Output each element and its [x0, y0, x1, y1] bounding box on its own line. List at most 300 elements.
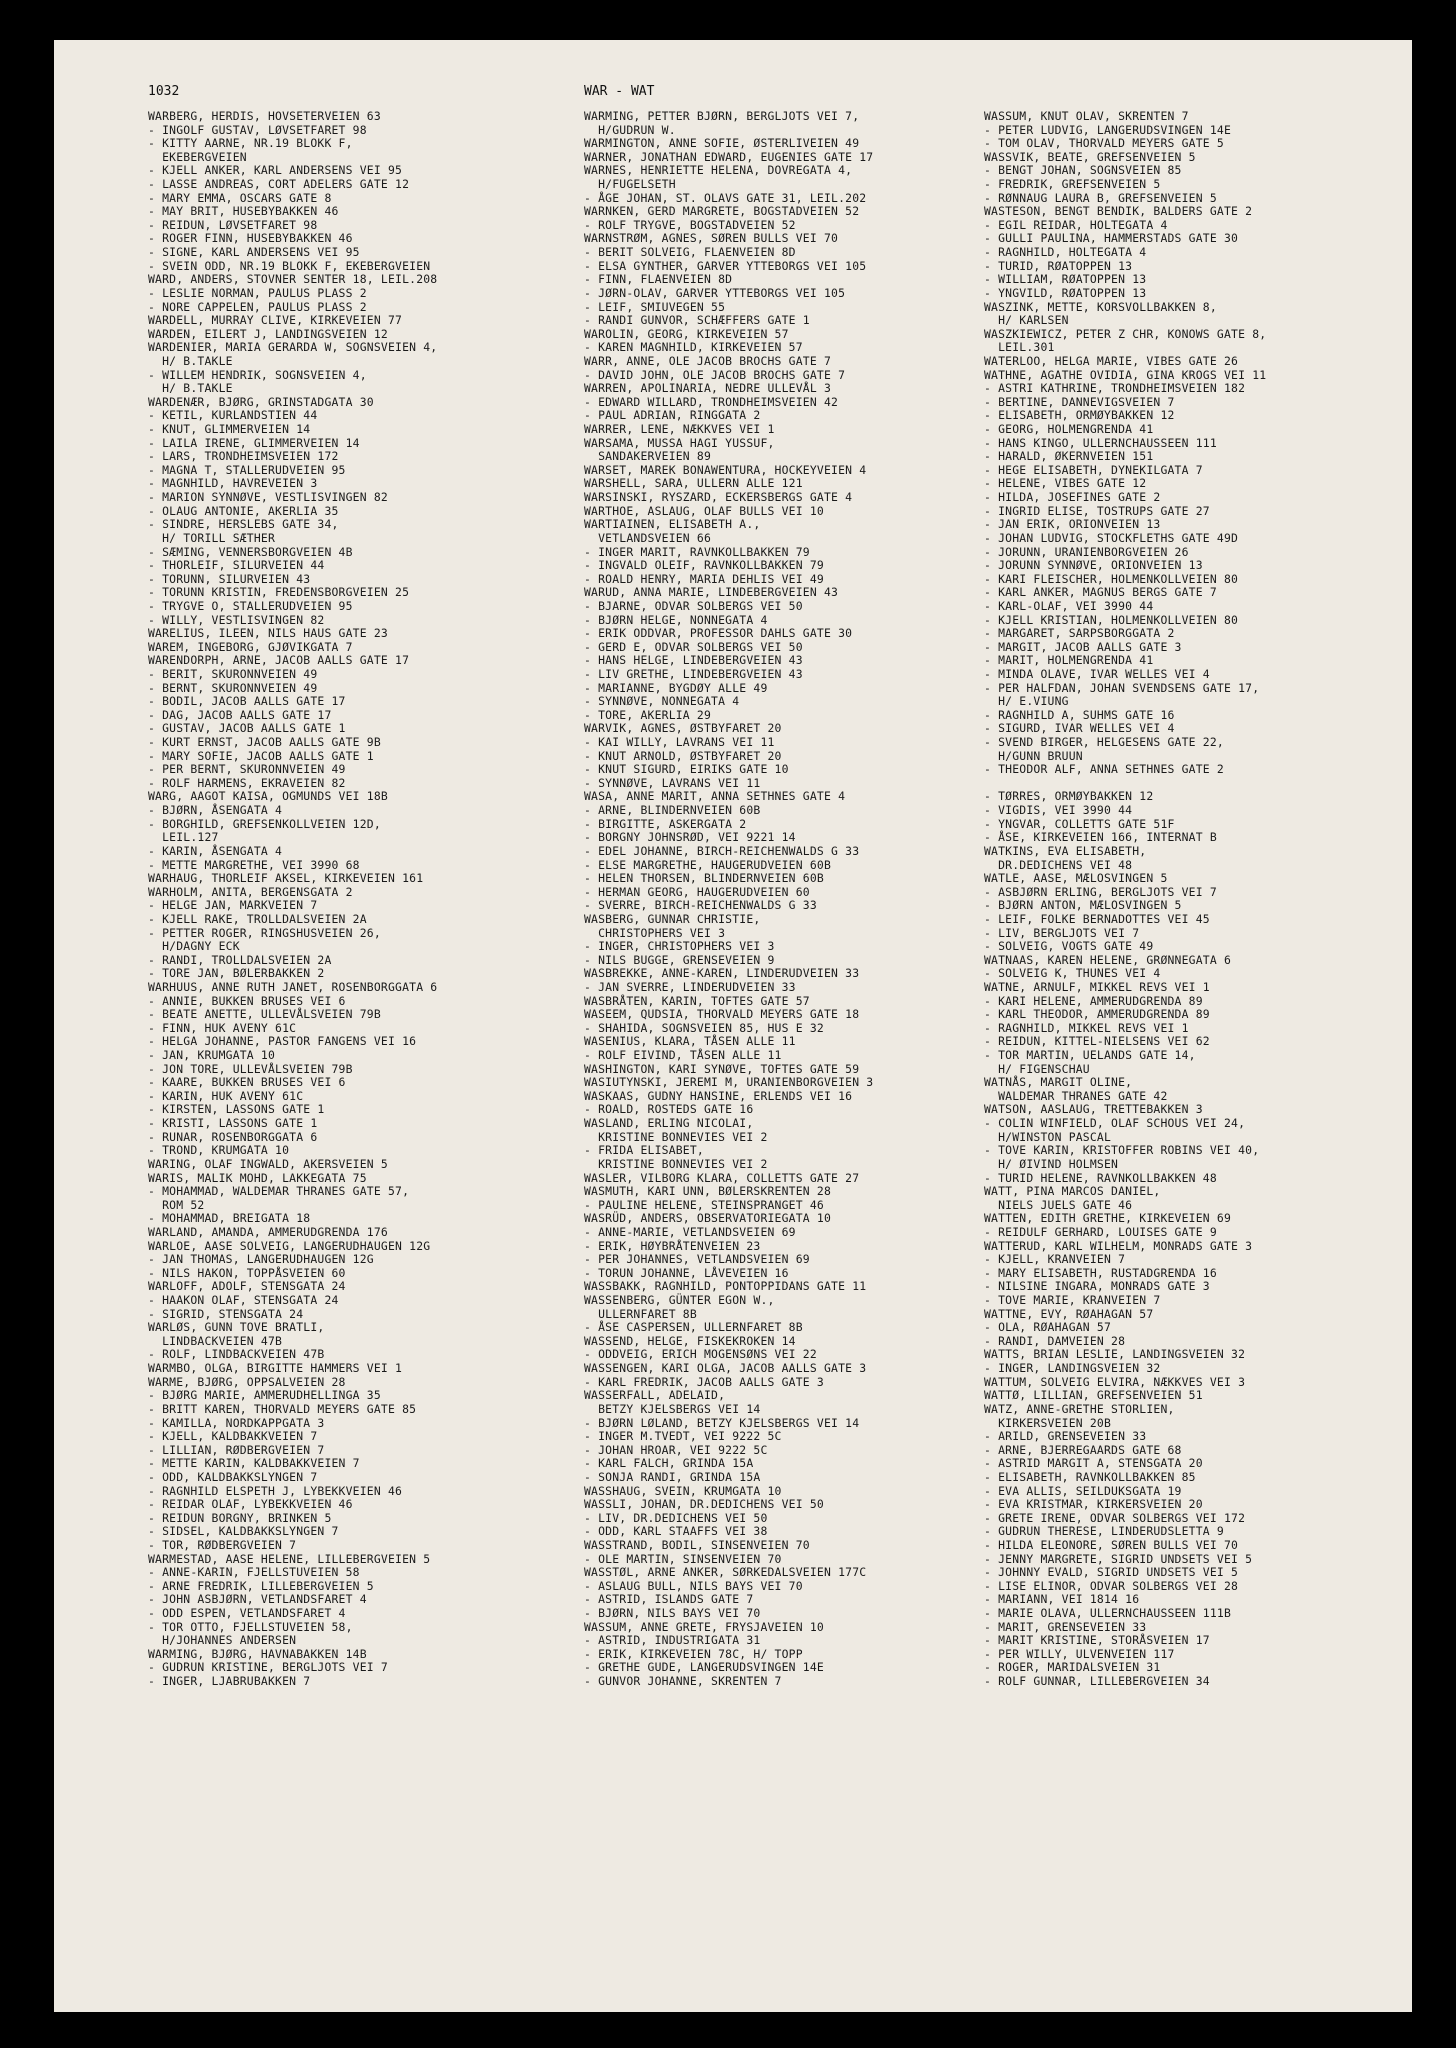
- directory-entry: - MARIT, HOLMENGRENDA 41: [984, 653, 1154, 668]
- directory-entry: WARNES, HENRIETTE HELENA, DOVREGATA 4,: [584, 163, 853, 178]
- directory-entry: - JØRN-OLAV, GARVER YTTEBORGS VEI 105: [584, 285, 846, 300]
- directory-entry: - EVA KRISTMAR, KIRKERSVEIEN 20: [984, 1497, 1203, 1512]
- directory-entry: - LARS, TRONDHEIMSVEIEN 172: [148, 449, 339, 464]
- directory-entry: - BJØRN, NILS BAYS VEI 70: [584, 1606, 761, 1621]
- directory-entry: - MAY BRIT, HUSEBYBAKKEN 46: [148, 204, 339, 219]
- directory-entry: - MARY SOFIE, JACOB AALLS GATE 1: [148, 748, 374, 763]
- directory-entry: - HEGE ELISABETH, DYNEKILGATA 7: [984, 462, 1203, 477]
- directory-entry: - LASSE ANDREAS, CORT ADELERS GATE 12: [148, 177, 410, 192]
- directory-entry: - PETTER ROGER, RINGSHUSVEIEN 26,: [148, 925, 381, 940]
- directory-entry: WASSENGEN, KARI OLGA, JACOB AALLS GATE 3: [584, 1361, 867, 1376]
- directory-entry: - SYNNØVE, NONNEGATA 4: [584, 694, 740, 709]
- directory-entry: WATTS, BRIAN LESLIE, LANDINGSVEIEN 32: [984, 1347, 1246, 1362]
- directory-entry: - SÆMING, VENNERSBORGVEIEN 4B: [148, 544, 353, 559]
- directory-entry: - SVEND BIRGER, HELGESENS GATE 22,: [984, 735, 1224, 750]
- directory-entry: - INGER, LJABRUBAKKEN 7: [148, 1674, 311, 1689]
- directory-entry: - SIGURD, IVAR WELLES VEI 4: [984, 721, 1175, 736]
- directory-entry: WARG, AAGOT KAISA, OGMUNDS VEI 18B: [148, 789, 388, 804]
- directory-entry: - MARGARET, SARPSBORGGATA 2: [984, 626, 1175, 641]
- directory-entry: - TORUN JOHANNE, LÅVEVEIEN 16: [584, 1265, 789, 1280]
- directory-entry: H/ ØIVIND HOLMSEN: [984, 1156, 1119, 1171]
- directory-entry: KRISTINE BONNEVIES VEI 2: [584, 1129, 768, 1144]
- directory-entry: WARHUUS, ANNE RUTH JANET, ROSENBORGGATA 6: [148, 980, 438, 994]
- directory-entry: - METTE MARGRETHE, VEI 3990 68: [148, 857, 360, 872]
- page-number: 1032: [148, 84, 180, 99]
- directory-entry: - HANS HELGE, LINDEBERGVEIEN 43: [584, 653, 803, 668]
- directory-entry: WARLOFF, ADOLF, STENSGATA 24: [148, 1279, 346, 1294]
- directory-entry: H/DAGNY ECK: [148, 939, 240, 954]
- directory-entry: - FRIDA ELISABET,: [584, 1143, 704, 1158]
- directory-entry: - MARIT, GRENSEVEIEN 33: [984, 1619, 1147, 1634]
- directory-entry: WASLER, VILBORG KLARA, COLLETTS GATE 27: [584, 1170, 860, 1185]
- directory-entry: WARDENÆR, BJØRG, GRINSTADGATA 30: [148, 394, 374, 409]
- directory-entry: - NORE CAPPELEN, PAULUS PLASS 2: [148, 299, 367, 314]
- directory-entry: WARDEN, EILERT J, LANDINGSVEIEN 12: [148, 326, 388, 341]
- directory-entry: - JOHNNY EVALD, SIGRID UNDSETS VEI 5: [984, 1565, 1239, 1580]
- directory-entry: - KNUT, GLIMMERVEIEN 14: [148, 422, 311, 437]
- directory-entry: WATTUM, SOLVEIG ELVIRA, NÆKKVES VEI 3: [984, 1374, 1246, 1389]
- directory-entry: - ODD ESPEN, VETLANDSFARET 4: [148, 1606, 346, 1621]
- directory-entry: - ASTRID MARGIT A, STENSGATA 20: [984, 1456, 1203, 1471]
- directory-entry: - SOLVEIG, VOGTS GATE 49: [984, 939, 1154, 954]
- directory-entry: - PAUL ADRIAN, RINGGATA 2: [584, 408, 761, 423]
- directory-entry: - LESLIE NORMAN, PAULUS PLASS 2: [148, 285, 367, 300]
- directory-entry: - TORE JAN, BØLERBAKKEN 2: [148, 966, 325, 981]
- directory-entry: - ODD, KARL STAAFFS VEI 38: [584, 1524, 768, 1539]
- directory-entry: WASKAAS, GUDNY HANSINE, ERLENDS VEI 16: [584, 1088, 853, 1103]
- directory-entry: - ARNE, BJERREGAARDS GATE 68: [984, 1442, 1182, 1457]
- directory-entry: - GUNVOR JOHANNE, SKRENTEN 7: [584, 1674, 782, 1689]
- directory-entry: - RAGNHILD, MIKKEL REVS VEI 1: [984, 1020, 1189, 1035]
- directory-entry: - SVERRE, BIRCH-REICHENWALDS G 33: [584, 898, 817, 913]
- directory-entry: - THORLEIF, SILURVEIEN 44: [148, 558, 325, 573]
- directory-entry: WARDELL, MURRAY CLIVE, KIRKEVEIEN 77: [148, 313, 403, 328]
- directory-entry: WASSUM, ANNE GRETE, FRYSJAVEIEN 10: [584, 1619, 824, 1634]
- directory-entry: WASRÜD, ANDERS, OBSERVATORIEGATA 10: [584, 1211, 832, 1226]
- directory-entry: KIRKERSVEIEN 20B: [984, 1415, 1112, 1430]
- directory-entry: - TOR MARTIN, UELANDS GATE 14,: [984, 1048, 1196, 1063]
- directory-entry: WASENIUS, KLARA, TÅSEN ALLE 11: [584, 1034, 796, 1049]
- directory-entry: ROM 52: [148, 1197, 205, 1212]
- directory-entry: - BJØRN LØLAND, BETZY KJELSBERGS VEI 14: [584, 1415, 860, 1430]
- directory-entry: - TOM OLAV, THORVALD MEYERS GATE 5: [984, 136, 1224, 151]
- directory-entry: WARLOE, AASE SOLVEIG, LANGERUDHAUGEN 12G: [148, 1238, 431, 1253]
- directory-entry: - SHAHIDA, SOGNSVEIEN 85, HUS E 32: [584, 1020, 824, 1035]
- directory-column-2: [584, 110, 984, 1689]
- directory-entry: VETLANDSVEIEN 66: [584, 530, 712, 545]
- directory-entry: - SONJA RANDI, GRINDA 15A: [584, 1469, 761, 1484]
- directory-entry: WASSLI, JOHAN, DR.DEDICHENS VEI 50: [584, 1497, 824, 1512]
- directory-entry: - BJØRN ANTON, MÆLOSVINGEN 5: [984, 898, 1182, 913]
- directory-entry: WASSERFALL, ADELAID,: [584, 1388, 726, 1403]
- directory-entry: - JAN, KRUMGATA 10: [148, 1048, 276, 1063]
- directory-entry: - BJØRN, ÅSENGATA 4: [148, 803, 283, 818]
- directory-entry: WARMESTAD, AASE HELENE, LILLEBERGVEIEN 5: [148, 1551, 431, 1566]
- directory-entry: - EGIL REIDAR, HOLTEGATA 4: [984, 217, 1168, 232]
- directory-entry: - ASTRI KATHRINE, TRONDHEIMSVEIEN 182: [984, 381, 1246, 396]
- directory-entry: H/ TORILL SÆTHER: [148, 530, 276, 545]
- directory-entry: - ARILD, GRENSEVEIEN 33: [984, 1429, 1147, 1444]
- directory-entry: - MAGNA T, STALLERUDVEIEN 95: [148, 462, 346, 477]
- directory-entry: - KARL ANKER, MAGNUS BERGS GATE 7: [984, 585, 1217, 600]
- directory-entry: - GUSTAV, JACOB AALLS GATE 1: [148, 721, 346, 736]
- directory-entry: H/WINSTON PASCAL: [984, 1129, 1112, 1144]
- directory-entry: - HELEN THORSEN, BLINDERNVEIEN 60B: [584, 871, 824, 886]
- directory-entry: - BERIT SOLVEIG, FLAENVEIEN 8D: [584, 245, 796, 260]
- directory-entry: - RANDI, DAMVEIEN 28: [984, 1333, 1126, 1348]
- directory-entry: - OLAUG ANTONIE, AKERLIA 35: [148, 503, 339, 518]
- directory-entry: WARMING, PETTER BJØRN, BERGLJOTS VEI 7,: [584, 109, 860, 123]
- directory-entry: - REIDULF GERHARD, LOUISES GATE 9: [984, 1224, 1217, 1239]
- directory-entry: H/ B.TAKLE: [148, 353, 233, 368]
- directory-entry: - ELISABETH, RAVNKOLLBAKKEN 85: [984, 1469, 1196, 1484]
- directory-entry: WATNE, ARNULF, MIKKEL REVS VEI 1: [984, 980, 1210, 994]
- directory-entry: WARSET, MAREK BONAWENTURA, HOCKEYVEIEN 4: [584, 462, 867, 477]
- directory-entry: - INGVALD OLEIF, RAVNKOLLBAKKEN 79: [584, 558, 824, 573]
- directory-entry: WASA, ANNE MARIT, ANNA SETHNES GATE 4: [584, 789, 846, 804]
- directory-entry: - PER JOHANNES, VETLANDSVEIEN 69: [584, 1252, 810, 1267]
- directory-entry: WARRER, LENE, NÆKKVES VEI 1: [584, 422, 775, 437]
- directory-entry: - PETER LUDVIG, LANGERUDSVINGEN 14E: [984, 122, 1232, 137]
- directory-entry: WARME, BJØRG, OPPSALVEIEN 28: [148, 1374, 346, 1389]
- directory-entry: - JOHN ASBJØRN, VETLANDSFARET 4: [148, 1592, 367, 1607]
- directory-entry: WATKINS, EVA ELISABETH,: [984, 843, 1147, 858]
- directory-entry: - TROND, KRUMGATA 10: [148, 1143, 290, 1158]
- directory-entry: - GEORG, HOLMENGRENDA 41: [984, 422, 1154, 437]
- directory-entry: - KJELL ANKER, KARL ANDERSENS VEI 95: [148, 163, 403, 178]
- directory-entry: WARTHOE, ASLAUG, OLAF BULLS VEI 10: [584, 503, 824, 518]
- directory-entry: WARHAUG, THORLEIF AKSEL, KIRKEVEIEN 161: [148, 871, 424, 886]
- directory-entry: - SOLVEIG K, THUNES VEI 4: [984, 966, 1161, 981]
- directory-entry: WARMBO, OLGA, BIRGITTE HAMMERS VEI 1: [148, 1361, 403, 1376]
- directory-entry: - LIV, BERGLJOTS VEI 7: [984, 925, 1140, 940]
- directory-entry: WARENDORPH, ARNE, JACOB AALLS GATE 17: [148, 653, 410, 668]
- directory-entry: - REIDAR OLAF, LYBEKKVEIEN 46: [148, 1497, 353, 1512]
- directory-entry: - INGER, CHRISTOPHERS VEI 3: [584, 939, 775, 954]
- directory-entry: - SIDSEL, KALDBAKKSLYNGEN 7: [148, 1524, 339, 1539]
- directory-entry: - BIRGITTE, ASKERGATA 2: [584, 816, 747, 831]
- directory-entry: - NILS BUGGE, GRENSEVEIEN 9: [584, 952, 775, 967]
- directory-entry: H/FUGELSETH: [584, 177, 676, 192]
- directory-entry: - ASTRID, INDUSTRIGATA 31: [584, 1633, 761, 1648]
- directory-entry: WATNÅS, MARGIT OLINE,: [984, 1075, 1133, 1090]
- directory-entry: WASSVIK, BEATE, GREFSENVEIEN 5: [984, 149, 1196, 164]
- directory-entry: - YNGVILD, RØATOPPEN 13: [984, 285, 1147, 300]
- directory-entry: WASSTRAND, BODIL, SINSENVEIEN 70: [584, 1537, 810, 1552]
- directory-entry: - TOVE KARIN, KRISTOFFER ROBINS VEI 40,: [984, 1143, 1260, 1158]
- directory-entry: - TURID HELENE, RAVNKOLLBAKKEN 48: [984, 1170, 1217, 1185]
- directory-entry: WATNAAS, KAREN HELENE, GRØNNEGATA 6: [984, 952, 1232, 967]
- directory-entry: - ROLF, LINDBACKVEIEN 47B: [148, 1347, 325, 1362]
- directory-entry: WARUD, ANNA MARIE, LINDEBERGVEIEN 43: [584, 585, 839, 600]
- directory-entry: - ODD, KALDBAKKSLYNGEN 7: [148, 1469, 318, 1484]
- directory-entry: - ROLF TRYGVE, BOGSTADVEIEN 52: [584, 217, 796, 232]
- directory-entry: - LIV GRETHE, LINDEBERGVEIEN 43: [584, 666, 803, 681]
- directory-entry: - INGER MARIT, RAVNKOLLBAKKEN 79: [584, 544, 810, 559]
- directory-entry: - EVA ALLIS, SEILDUKSGATA 19: [984, 1483, 1182, 1498]
- directory-entry: WASHINGTON, KARI SYNØVE, TOFTES GATE 59: [584, 1061, 860, 1076]
- directory-entry: - ROGER FINN, HUSEBYBAKKEN 46: [148, 231, 353, 246]
- directory-entry: - TRYGVE O, STALLERUDVEIEN 95: [148, 598, 353, 613]
- directory-entry: WARING, OLAF INGWALD, AKERSVEIEN 5: [148, 1156, 388, 1171]
- directory-entry: H/ B.TAKLE: [148, 381, 233, 396]
- directory-entry: - INGER, LANDINGSVEIEN 32: [984, 1361, 1161, 1376]
- directory-entry: - ROALD, ROSTEDS GATE 16: [584, 1102, 754, 1117]
- directory-entry: WAROLIN, GEORG, KIRKEVEIEN 57: [584, 326, 789, 341]
- directory-entry: - WILLEM HENDRIK, SOGNSVEIEN 4,: [148, 367, 367, 382]
- directory-entry: - VIGDIS, VEI 3990 44: [984, 803, 1133, 818]
- directory-entry: - DAG, JACOB AALLS GATE 17: [148, 707, 332, 722]
- directory-entry: - REIDUN, KITTEL-NIELSENS VEI 62: [984, 1034, 1210, 1049]
- directory-entry: - ÅSE CASPERSEN, ULLERNFARET 8B: [584, 1320, 803, 1335]
- directory-entry: - KARIN, HUK AVENY 61C: [148, 1088, 304, 1103]
- directory-entry: - METTE KARIN, KALDBAKKVEIEN 7: [148, 1456, 360, 1471]
- directory-entry: WARR, ANNE, OLE JACOB BROCHS GATE 7: [584, 353, 832, 368]
- directory-entry: - LEIF, SMIUVEGEN 55: [584, 299, 726, 314]
- directory-entry: WASIUTYNSKI, JEREMI M, URANIENBORGVEIEN 3: [584, 1075, 874, 1090]
- directory-entry: - ELSA GYNTHER, GARVER YTTEBORGS VEI 105: [584, 258, 867, 273]
- directory-entry: - BORGNY JOHNSRØD, VEI 9221 14: [584, 830, 796, 845]
- directory-entry: - FINN, HUK AVENY 61C: [148, 1020, 297, 1035]
- directory-entry: - TØRRES, ORMØYBAKKEN 12: [984, 789, 1154, 804]
- directory-entry: - PAULINE HELENE, STEINSPRANGET 46: [584, 1197, 824, 1212]
- directory-entry: SANDAKERVEIEN 89: [584, 449, 712, 464]
- directory-entry: - LEIF, FOLKE BERNADOTTES VEI 45: [984, 911, 1210, 926]
- directory-entry: - KRISTI, LASSONS GATE 1: [148, 1116, 318, 1131]
- directory-entry: - RANDI GUNVOR, SCHÆFFERS GATE 1: [584, 313, 810, 328]
- directory-entry: - ASTRID, ISLANDS GATE 7: [584, 1592, 754, 1607]
- directory-entry: - KNUT SIGURD, EIRIKS GATE 10: [584, 762, 789, 777]
- directory-entry: - HAAKON OLAF, STENSGATA 24: [148, 1293, 339, 1308]
- directory-entry: - HILDA ELEONORE, SØREN BULLS VEI 70: [984, 1537, 1239, 1552]
- directory-entry: - JON TORE, ULLEVÅLSVEIEN 79B: [148, 1061, 353, 1076]
- directory-entry: - OLE MARTIN, SINSENVEIEN 70: [584, 1551, 782, 1566]
- directory-entry: - MINDA OLAVE, IVAR WELLES VEI 4: [984, 666, 1210, 681]
- directory-entry: WASSHAUG, SVEIN, KRUMGATA 10: [584, 1483, 782, 1498]
- directory-entry: WARNSTRØM, AGNES, SØREN BULLS VEI 70: [584, 231, 839, 246]
- directory-entry: - HARALD, ØKERNVEIEN 151: [984, 449, 1154, 464]
- directory-entry: WASSTØL, ARNE ANKER, SØRKEDALSVEIEN 177C: [584, 1565, 867, 1580]
- directory-entry: - MARIT KRISTINE, STORÅSVEIEN 17: [984, 1633, 1210, 1648]
- directory-entry: - HELGA JOHANNE, PASTOR FANGENS VEI 16: [148, 1034, 417, 1049]
- directory-entry: - JORUNN, URANIENBORGVEIEN 26: [984, 544, 1189, 559]
- directory-entry: - JENNY MARGRETE, SIGRID UNDSETS VEI 5: [984, 1551, 1253, 1566]
- directory-entry: WATTNE, EVY, RØAHAGAN 57: [984, 1306, 1154, 1321]
- directory-entry: WARHOLM, ANITA, BERGENSGATA 2: [148, 884, 353, 899]
- directory-entry: - GUDRUN THERESE, LINDERUDSLETTA 9: [984, 1524, 1224, 1539]
- directory-entry: - INGER M.TVEDT, VEI 9222 5C: [584, 1429, 782, 1444]
- directory-entry: - MOHAMMAD, BREIGATA 18: [148, 1211, 311, 1226]
- directory-entry: - OLA, RØAHAGAN 57: [984, 1320, 1112, 1335]
- directory-entry: - JOHAN HROAR, VEI 9222 5C: [584, 1442, 768, 1457]
- directory-entry: - ROLF EIVIND, TÅSEN ALLE 11: [584, 1048, 782, 1063]
- directory-entry: - PER BERNT, SKURONNVEIEN 49: [148, 762, 346, 777]
- directory-entry: - BENGT JOHAN, SOGNSVEIEN 85: [984, 163, 1182, 178]
- directory-entry: - MAGNHILD, HAVREVEIEN 3: [148, 476, 318, 491]
- directory-entry: - TOVE MARIE, KRANVEIEN 7: [984, 1293, 1161, 1308]
- directory-entry: CHRISTOPHERS VEI 3: [584, 925, 726, 940]
- directory-entry: WASZINK, METTE, KORSVOLLBAKKEN 8,: [984, 299, 1217, 314]
- directory-page: [54, 40, 1412, 2012]
- directory-entry: - LAILA IRENE, GLIMMERVEIEN 14: [148, 435, 360, 450]
- directory-entry: - BJØRN HELGE, NONNEGATA 4: [584, 612, 768, 627]
- directory-entry: - ANNE-MARIE, VETLANDSVEIEN 69: [584, 1224, 796, 1239]
- directory-entry: WATTERUD, KARL WILHELM, MONRADS GATE 3: [984, 1238, 1253, 1253]
- directory-entry: - TURID, RØATOPPEN 13: [984, 258, 1133, 273]
- directory-entry: WARMING, BJØRG, HAVNABAKKEN 14B: [148, 1646, 367, 1661]
- directory-entry: - GERD E, ODVAR SOLBERGS VEI 50: [584, 639, 803, 654]
- directory-entry: - MARIE OLAVA, ULLERNCHAUSSEEN 111B: [984, 1606, 1232, 1621]
- directory-entry: - WILLIAM, RØATOPPEN 13: [984, 272, 1147, 287]
- directory-entry: WASBREKKE, ANNE-KAREN, LINDERUDVEIEN 33: [584, 966, 860, 981]
- directory-entry: - JOHAN LUDVIG, STOCKFLETHS GATE 49D: [984, 530, 1239, 545]
- directory-entry: - ROLF GUNNAR, LILLEBERGVEIEN 34: [984, 1674, 1210, 1689]
- directory-entry: - GUDRUN KRISTINE, BERGLJOTS VEI 7: [148, 1660, 388, 1675]
- directory-entry: - BJØRG MARIE, AMMERUDHELLINGA 35: [148, 1388, 381, 1403]
- directory-column-1: [148, 110, 548, 1689]
- directory-entry: - EDEL JOHANNE, BIRCH-REICHENWALDS G 33: [584, 843, 860, 858]
- directory-entry: - HILDA, JOSEFINES GATE 2: [984, 490, 1161, 505]
- directory-entry: WASSEND, HELGE, FISKEKROKEN 14: [584, 1333, 796, 1348]
- directory-entry: WASZKIEWICZ, PETER Z CHR, KONOWS GATE 8,: [984, 326, 1267, 341]
- directory-entry: WALDEMAR THRANES GATE 42: [984, 1088, 1168, 1103]
- directory-entry: - KAI WILLY, LAVRANS VEI 11: [584, 735, 775, 750]
- directory-entry: - REIDUN, LØVSETFARET 98: [148, 217, 318, 232]
- directory-entry: - ROALD HENRY, MARIA DEHLIS VEI 49: [584, 571, 824, 586]
- directory-entry: - ARNE, BLINDERNVEIEN 60B: [584, 803, 761, 818]
- directory-entry: - ERIK ODDVAR, PROFESSOR DAHLS GATE 30: [584, 626, 853, 641]
- directory-entry: WATZ, ANNE-GRETHE STORLIEN,: [984, 1401, 1175, 1416]
- directory-entry: - KARL FALCH, GRINDA 15A: [584, 1456, 754, 1471]
- directory-entry: - BODIL, JACOB AALLS GATE 17: [148, 694, 346, 709]
- directory-entry: - BORGHILD, GREFSENKOLLVEIEN 12D,: [148, 816, 381, 831]
- directory-entry: - FINN, FLAENVEIEN 8D: [584, 272, 733, 287]
- directory-entry: - ODDVEIG, ERICH MOGENSØNS VEI 22: [584, 1347, 817, 1362]
- directory-entry: H/ E.VIUNG: [984, 694, 1069, 709]
- directory-entry: - ÅGE JOHAN, ST. OLAVS GATE 31, LEIL.202: [584, 190, 867, 205]
- directory-entry: WATTØ, LILLIAN, GREFSENVEIEN 51: [984, 1388, 1203, 1403]
- directory-entry: - YNGVAR, COLLETTS GATE 51F: [984, 816, 1175, 831]
- directory-entry: WATLE, AASE, MÆLOSVINGEN 5: [984, 871, 1168, 886]
- directory-entry: - BEATE ANETTE, ULLEVÅLSVEIEN 79B: [148, 1007, 381, 1022]
- directory-entry: - ARNE FREDRIK, LILLEBERGVEIEN 5: [148, 1578, 374, 1593]
- directory-entry: WASEEM, QUDSIA, THORVALD MEYERS GATE 18: [584, 1007, 860, 1022]
- directory-entry: - ANNIE, BUKKEN BRUSES VEI 6: [148, 993, 346, 1008]
- directory-entry: WARTIAINEN, ELISABETH A.,: [584, 517, 761, 532]
- directory-entry: - FREDRIK, GREFSENVEIEN 5: [984, 177, 1161, 192]
- directory-entry: - KARL-OLAF, VEI 3990 44: [984, 598, 1154, 613]
- directory-entry: - RAGNHILD, HOLTEGATA 4: [984, 245, 1147, 260]
- directory-entry: - INGOLF GUSTAV, LØVSETFARET 98: [148, 122, 367, 137]
- directory-entry: - KARIN, ÅSENGATA 4: [148, 843, 283, 858]
- directory-entry: WASBERG, GUNNAR CHRISTIE,: [584, 911, 761, 926]
- directory-entry: - SVEIN ODD, NR.19 BLOKK F, EKEBERGVEIEN: [148, 258, 431, 273]
- directory-entry: - SINDRE, HERSLEBS GATE 34,: [148, 517, 339, 532]
- directory-entry: - KNUT ARNOLD, ØSTBYFARET 20: [584, 748, 782, 763]
- directory-entry: - TORE, AKERLIA 29: [584, 707, 712, 722]
- directory-entry: - BRITT KAREN, THORVALD MEYERS GATE 85: [148, 1401, 417, 1416]
- directory-entry: H/GUDRUN W.: [584, 122, 676, 137]
- directory-entry: - KAREN MAGNHILD, KIRKEVEIEN 57: [584, 340, 803, 355]
- directory-entry: - KAMILLA, NORDKAPPGATA 3: [148, 1415, 325, 1430]
- directory-entry: - TORUNN, SILURVEIEN 43: [148, 571, 311, 586]
- directory-entry: - RUNAR, ROSENBORGGATA 6: [148, 1129, 318, 1144]
- directory-entry: - GRETHE GUDE, LANGERUDSVINGEN 14E: [584, 1660, 824, 1675]
- directory-entry: H/JOHANNES ANDERSEN: [148, 1633, 297, 1648]
- directory-entry: - KETIL, KURLANDSTIEN 44: [148, 408, 318, 423]
- directory-entry: - KJELL, KRANVEIEN 7: [984, 1252, 1126, 1267]
- directory-entry: - KARL THEODOR, AMMERUDGRENDA 89: [984, 1007, 1210, 1022]
- directory-entry: H/ KARLSEN: [984, 313, 1069, 328]
- directory-entry: WARNER, JONATHAN EDWARD, EUGENIES GATE 17: [584, 149, 874, 164]
- directory-entry: H/GUNN BRUUN: [984, 748, 1083, 763]
- directory-column-3: [984, 110, 1384, 1689]
- directory-entry: WARLØS, GUNN TOVE BRATLI,: [148, 1320, 325, 1335]
- directory-entry: - ASBJØRN ERLING, BERGLJOTS VEI 7: [984, 884, 1217, 899]
- directory-entry: - ÅSE, KIRKEVEIEN 166, INTERNAT B: [984, 830, 1217, 845]
- directory-entry: WARSAMA, MUSSA HAGI YUSSUF,: [584, 435, 775, 450]
- directory-entry: - LISE ELINOR, ODVAR SOLBERGS VEI 28: [984, 1578, 1239, 1593]
- directory-entry: - TOR OTTO, FJELLSTUVEIEN 58,: [148, 1619, 353, 1634]
- directory-entry: - TORUNN KRISTIN, FREDENSBORGVEIEN 25: [148, 585, 410, 600]
- directory-entry: - ROLF HARMENS, EKRAVEIEN 82: [148, 775, 346, 790]
- directory-entry: KRISTINE BONNEVIES VEI 2: [584, 1156, 768, 1171]
- directory-entry: WARELIUS, ILEEN, NILS HAUS GATE 23: [148, 626, 388, 641]
- directory-entry: - KARI FLEISCHER, HOLMENKOLLVEIEN 80: [984, 571, 1239, 586]
- directory-entry: - BERNT, SKURONNVEIEN 49: [148, 680, 318, 695]
- directory-entry: - RANDI, TROLLDALSVEIEN 2A: [148, 952, 332, 967]
- directory-entry: - WILLY, VESTLISVINGEN 82: [148, 612, 325, 627]
- directory-entry: - EDWARD WILLARD, TRONDHEIMSVEIEN 42: [584, 394, 839, 409]
- directory-entry: - HANS KINGO, ULLERNCHAUSSEEN 111: [984, 435, 1217, 450]
- directory-entry: - KJELL RAKE, TROLLDALSVEIEN 2A: [148, 911, 367, 926]
- directory-entry: WASSBAKK, RAGNHILD, PONTOPPIDANS GATE 11: [584, 1279, 867, 1294]
- directory-entry: - ELSE MARGRETHE, HAUGERUDVEIEN 60B: [584, 857, 832, 872]
- directory-entry: [984, 777, 1384, 791]
- directory-entry: - SYNNØVE, LAVRANS VEI 11: [584, 775, 761, 790]
- directory-entry: - LILLIAN, RØDBERGVEIEN 7: [148, 1442, 325, 1457]
- directory-entry: - KJELL KRISTIAN, HOLMENKOLLVEIEN 80: [984, 612, 1239, 627]
- directory-entry: ULLERNFARET 8B: [584, 1306, 697, 1321]
- directory-entry: - RAGNHILD ELSPETH J, LYBEKKVEIEN 46: [148, 1483, 403, 1498]
- directory-entry: - COLIN WINFIELD, OLAF SCHOUS VEI 24,: [984, 1116, 1246, 1131]
- directory-entry: - ERIK, KIRKEVEIEN 78C, H/ TOPP: [584, 1646, 803, 1661]
- directory-entry: - DAVID JOHN, OLE JACOB BROCHS GATE 7: [584, 367, 846, 382]
- directory-entry: - REIDUN BORGNY, BRINKEN 5: [148, 1510, 332, 1525]
- directory-entry: - HELENE, VIBES GATE 12: [984, 476, 1147, 491]
- directory-entry: - ROGER, MARIDALSVEIEN 31: [984, 1660, 1161, 1675]
- directory-entry: WARNKEN, GERD MARGRETE, BOGSTADVEIEN 52: [584, 204, 860, 219]
- directory-entry: WATERLOO, HELGA MARIE, VIBES GATE 26: [984, 353, 1239, 368]
- directory-entry: - KURT ERNST, JACOB AALLS GATE 9B: [148, 735, 381, 750]
- directory-entry: WASMUTH, KARI UNN, BØLERSKRENTEN 28: [584, 1184, 832, 1199]
- directory-entry: - JORUNN SYNNØVE, ORIONVEIEN 13: [984, 558, 1203, 573]
- directory-entry: - ELISABETH, ORMØYBAKKEN 12: [984, 408, 1175, 423]
- directory-entry: - KAARE, BUKKEN BRUSES VEI 6: [148, 1075, 346, 1090]
- directory-entry: - RAGNHILD A, SUHMS GATE 16: [984, 707, 1175, 722]
- directory-entry: WARBERG, HERDIS, HOVSETERVEIEN 63: [148, 109, 381, 123]
- directory-entry: WATTEN, EDITH GRETHE, KIRKEVEIEN 69: [984, 1211, 1232, 1226]
- directory-entry: LEIL.127: [148, 830, 219, 845]
- directory-entry: - THEODOR ALF, ANNA SETHNES GATE 2: [984, 762, 1224, 777]
- directory-entry: - KIRSTEN, LASSONS GATE 1: [148, 1102, 325, 1117]
- directory-entry: - ASLAUG BULL, NILS BAYS VEI 70: [584, 1578, 803, 1593]
- directory-entry: WASSUM, KNUT OLAV, SKRENTEN 7: [984, 109, 1189, 123]
- directory-entry: - ERIK, HØYBRÅTENVEIEN 23: [584, 1238, 761, 1253]
- directory-entry: - MARY ELISABETH, RUSTADGRENDA 16: [984, 1265, 1217, 1280]
- page-range: WAR - WAT: [584, 84, 655, 99]
- directory-entry: - HERMAN GEORG, HAUGERUDVEIEN 60: [584, 884, 810, 899]
